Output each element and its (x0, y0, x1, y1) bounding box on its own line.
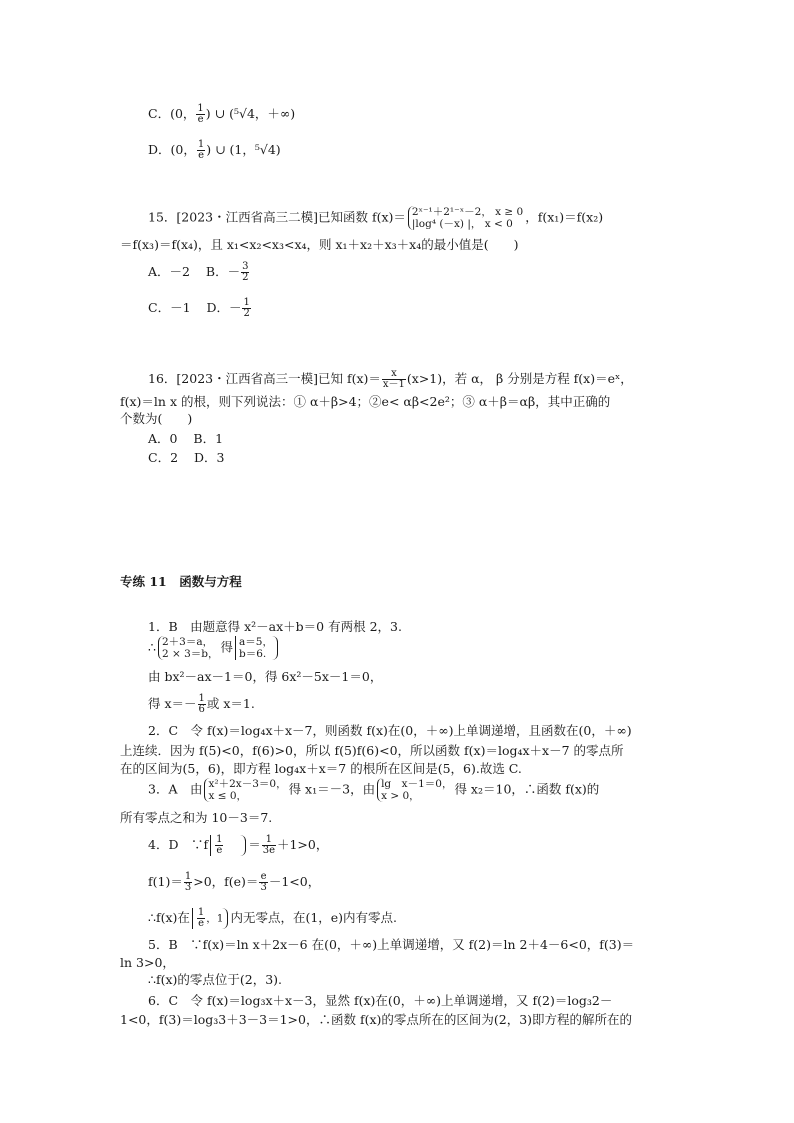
answer-4-line2: f(1)＝ $\frac{1}{3}$ >0，f(e)＝ $\frac{e}{3}$ －1<0， (148, 871, 321, 893)
q15-options-row1: A．－2 B．－ $\frac{3}{2}$ (148, 261, 249, 283)
section-title: 专练 11 函数与方程 (120, 574, 242, 589)
answer-2-line2: 上连续．因为 f(5)<0，f(6)>0，所以 f(5)f(6)<0，所以函数 f(x)＝log₄x＋x－7 的零点所 (120, 743, 624, 758)
answer-5-line1: 5．B ∵f(x)＝ln x＋2x－6 在(0，＋∞)上单调递增，又 f(2)＝ln 2＋4－6<0，f(3)＝ (148, 937, 635, 952)
answer-4-line1: 4．D ∵f $\frac{1}{e}$ ＝ $\frac{1}{3e}$ ＋1>0， (148, 834, 329, 856)
system-brace: 2＋3＝a， 2 × 3＝b， (158, 636, 219, 660)
answer-2-line3: 在的区间为(5，6)，即方程 log₄x＋x＝7 的根所在区间是(5，6).故选 C. (120, 761, 522, 776)
answer-1-system: ∴ 2＋3＝a， 2 × 3＝b， 得 a＝5， b＝6. (148, 636, 280, 660)
fraction: $\frac{x}{x-1}$ (382, 368, 405, 390)
answer-2-line1: 2．C 令 f(x)＝log₄x＋x－7，则函数 f(x)在(0，＋∞)上单调递增，且函数在(0，＋∞) (148, 723, 632, 738)
q15-stem-line2: ＝f(x₃)＝f(x₄)，且 x₁<x₂<x₃<x₄，则 x₁＋x₂＋x₃＋x₄的最小值是( ) (120, 237, 519, 252)
answer-5-line2: ln 3>0， (120, 955, 175, 970)
answer-4-line3: ∴f(x)在 $\frac{1}{e}$ ，1 内无零点，在(1，e)内有零点. (148, 907, 398, 929)
q15-stem-line1: 15．[2023・江西省高三二模]已知函数 f(x)＝ 2ˣ⁻¹＋2¹⁻ˣ－2， x ≥ 0 |log⁴ (－x) |， x < 0 ，f(x₁)＝f(x₂) (148, 206, 604, 230)
answer-5-line3: ∴f(x)的零点位于(2，3). (148, 972, 283, 987)
system-brace: lg x－1＝0， x > 0， (377, 778, 452, 802)
answer-1-line3: 由 bx²－ax－1＝0，得 6x²－5x－1＝0， (148, 669, 383, 684)
q15-options-row2: C．－1 D．－ $\frac{1}{2}$ (148, 297, 250, 319)
answer-6-line2: 1<0，f(3)＝log₃3＋3－3＝1>0，∴函数 f(x)的零点所在的区间为(2，3)即方程的解所在的 (120, 1012, 633, 1027)
piecewise-brace: 2ˣ⁻¹＋2¹⁻ˣ－2， x ≥ 0 |log⁴ (－x) |， x < 0 (408, 206, 523, 230)
fraction: $\frac{3}{2}$ (242, 261, 249, 283)
q16-stem-line1: 16．[2023・江西省高三一模]已知 f(x)＝ $\frac{x}{x-1}$ (x>1)，若 α， β 分别是方程 f(x)＝eˣ， (148, 368, 633, 390)
q16-options-row2: C．2 D．3 (148, 450, 225, 465)
answer-3-line1: 3．A 由 x²＋2x－3＝0， x ≤ 0， 得 x₁＝－3，由 lg x－1＝0， x > 0， 得 x₂＝10，∴函数 f(x)的 (148, 778, 600, 802)
system-brace: x²＋2x－3＝0， x ≤ 0， (204, 778, 286, 802)
fraction: $\frac{1}{6}$ (198, 693, 205, 715)
fraction: $\frac{e}{3}$ (260, 871, 267, 893)
q14-option-c: C．(0， $\frac{1}{e}$ ) ∪ (⁵√4，＋∞) (148, 103, 296, 125)
q16-stem-line2: f(x)＝ln x 的根，则下列说法：① α＋β>4；②e< αβ<2e²；③ α＋β＝αβ，其中正确的 (120, 394, 611, 409)
fraction: $\frac{1}{3}$ (184, 871, 192, 893)
answer-1-line1: 1．B 由题意得 x²－ax＋b＝0 有两根 2，3. (148, 619, 402, 634)
answer-3-line2: 所有零点之和为 10－3＝7. (120, 810, 273, 825)
fraction: $\frac{1}{e}$ (197, 139, 205, 161)
q16-options-row1: A．0 B．1 (148, 431, 224, 446)
paren: $\frac{1}{e}$ (210, 835, 246, 856)
paren: $\frac{1}{e}$ ，1 (192, 908, 229, 929)
fraction: $\frac{1}{2}$ (243, 297, 250, 319)
q16-stem-line3: 个数为( ) (120, 411, 193, 426)
system-brace: a＝5， b＝6. (235, 636, 278, 660)
q14-option-d: D．(0， $\frac{1}{e}$ ) ∪ (1，⁵√4) (148, 139, 281, 161)
answer-1-line4: 得 x＝－ $\frac{1}{6}$ 或 x＝1. (148, 693, 255, 715)
fraction: $\frac{1}{e}$ (197, 103, 204, 125)
fraction: $\frac{1}{3e}$ (262, 834, 275, 856)
answer-6-line1: 6．C 令 f(x)＝log₃x＋x－3，显然 f(x)在(0，＋∞)上单调递增，又 f(2)＝log₃2－ (148, 993, 613, 1008)
